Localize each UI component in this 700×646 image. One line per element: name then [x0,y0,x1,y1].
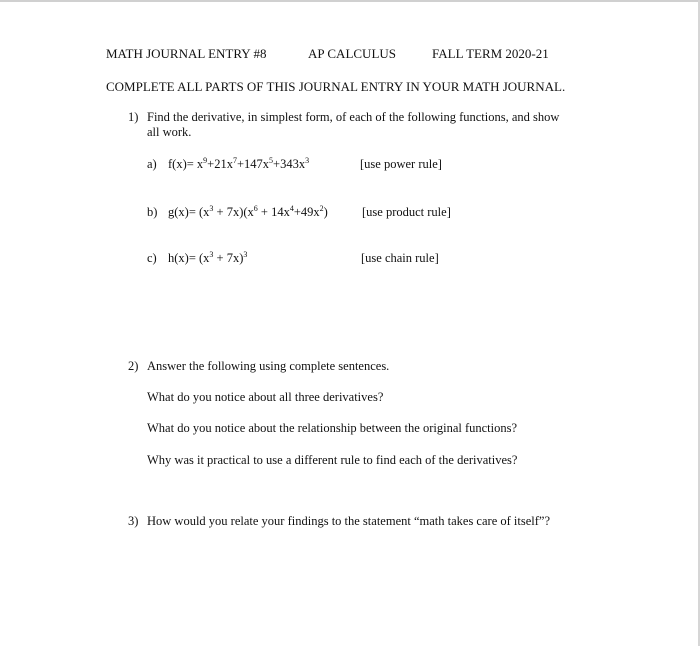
q1c-function: $h(x)= (x^3 + 7x)^3$ [168,250,248,265]
q1c-label: c) [147,251,157,265]
q1-text-line2: all work. [147,125,192,139]
q1a-function: $f(x)= x^9+21x^7+147x^5+343x^3$ [168,156,310,171]
q2-number: 2) [128,359,139,373]
q1a-label: a) [147,157,157,171]
q1-text-line1: Find the derivative, in simplest form, of each of the following functions, and show [147,110,560,124]
q2-question-1: What do you notice about all three derivatives? [147,390,384,404]
q2-question-2: What do you notice about the relationship between the original functions? [147,421,518,435]
q1b-function: $g(x)= (x^3 + 7x)(x^6 + 14x^4+49x^2)$ [168,204,328,219]
page-edge-top [0,0,700,2]
course-title: AP CALCULUS [308,46,397,61]
instruction: COMPLETE ALL PARTS OF THIS JOURNAL ENTRY IN YOUR MATH JOURNAL. [106,79,566,94]
q1a-hint: [use power rule] [360,157,442,171]
term-title: FALL TERM 2020-21 [432,46,549,61]
q2-question-3: Why was it practical to use a different rule to find each of the derivatives? [147,453,518,467]
q3-text: How would you relate your findings to the statement “math takes care of itself”? [147,514,550,528]
q1c-hint: [use chain rule] [361,251,439,265]
entry-title: MATH JOURNAL ENTRY #8 [106,46,267,61]
q3-number: 3) [128,514,139,528]
q1b-label: b) [147,205,158,219]
q1b-hint: [use product rule] [362,205,451,219]
q1-number: 1) [128,110,139,124]
q2-intro: Answer the following using complete sentences. [147,359,390,373]
